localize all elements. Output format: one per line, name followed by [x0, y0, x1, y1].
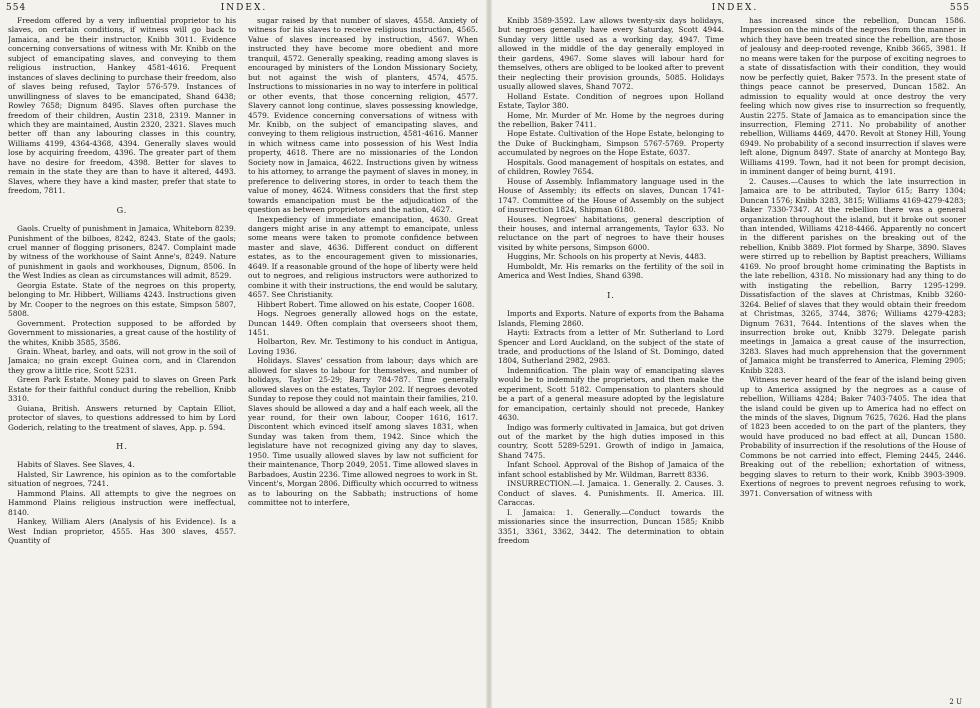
- index-entry: Knibb 3589-3592. Law allows twenty-six days holidays, but negroes generally have every Saturday, Scott 4944. Sunday very little used as a working day, 4947. Time allowed in the middle of the day generally employed in their gardens, 4967. Some slaves will labour hard for themselves, others are obliged to be looked after to prevent their neglecting their provision grounds, 5085. Holidays usually allowed slaves, Shand 7072.: [498, 16, 724, 92]
- index-entry: Huggins, Mr. Schools on his property at Nevis, 4483.: [507, 252, 707, 262]
- right-page-number: 555: [949, 3, 970, 13]
- index-entry: Hankey, William Alers (Analysis of his Evidence). Is a West Indian proprietor, 4555. Has 300 slaves, 4557. Quantity of: [8, 517, 236, 546]
- right-page-column-1: [498, 16, 724, 706]
- section-letter-heading: H.: [116, 441, 128, 452]
- section-letter-heading: G.: [116, 204, 128, 215]
- index-entry: Green Park Estate. Money paid to slaves on Green Park Estate for their faithful conduct during the rebellion, Knibb 3310.: [8, 375, 236, 404]
- index-entry: Houses. Negroes' habitations, general description of their houses, and internal arrangements, Taylor 633. No reluctance on the part of negroes to have their houses visited by white persons, Simpson 6000.: [498, 214, 724, 252]
- index-entry: Freedom offered by a very influential proprietor to his slaves, on certain conditions, if witness will go back to Jamaica, and be their instructor, Knibb 3011. Evidence concerning conversations of witness with Mr. Knibb on the subject of emancipating slaves, and conveying to them religious instruction, Hankey 4581-4616. Frequent instances of slaves declining to purchase their freedom, also of slaves being refused, Taylor 576-579. Instances of unwillingness of slaves to be emancipated, Shand 6438; Rowley 7658; Dignum 8495. Slaves often purchase the freedom of their children, Austin 2318, 2319. Manner in which they are maintained, Austin 2320, 2321. Slaves much better off than any labouring classes in this country, Williams 4199, 4364-4368, 4394. Generally slaves would lose by acquiring freedom, 4396. The greater part of them have no desire for freedom, 4398. Better for slaves to remain in the state they are than to have it altered, 4493. Slaves, where they have a kind master, prefer that state to freedom, 7811.: [8, 16, 236, 196]
- index-entry: Inexpediency of immediate emancipation, 4630. Great dangers might arise in any attempt to emancipate, unless some means were taken to promote confidence between master and slave, 4636. Different conduct on different estates, as to the encouragement given to missionaries, 4649. If a reasonable ground of the hope of liberty were held out to negroes, and religious instructors were authorized to combine it with their instructions, the end would be salutary, 4657. See Christianity.: [248, 214, 478, 300]
- index-entry: Hibbert Robert. Time allowed on his estate, Cooper 1608.: [257, 299, 475, 309]
- index-entry: Hammond Plains. All attempts to give the negroes on Hammond Plains religious instruction were ineffectual, 8140.: [8, 488, 236, 517]
- index-entry: Grain. Wheat, barley, and oats, will not grow in the soil of Jamaica; no grain except Guinea corn, and in Clarendon they grow a little rice, Scott 5231.: [8, 346, 236, 375]
- index-entry: Infant School. Approval of the Bishop of Jamaica of the infant school established by Mr. Wildman, Barrett 8336.: [498, 460, 724, 479]
- left-page-column-2: [248, 16, 478, 706]
- index-entry: Halsted, Sir Lawrence, his opinion as to the comfortable situation of negroes, 7241.: [8, 469, 236, 489]
- section-letter-heading: I.: [607, 289, 615, 300]
- index-entry: Humboldt, Mr. His remarks on the fertility of the soil in America and West Indies, Shand 6398.: [498, 261, 724, 281]
- left-page-column-1: [8, 16, 236, 706]
- index-entry: Hospitals. Good management of hospitals on estates, and of children, Rowley 7654.: [498, 157, 724, 177]
- index-entry: House of Assembly. Inflammatory language used in the House of Assembly; its effects on slaves, Duncan 1741-1747. Committee of the House of Assembly on the subject of insurrection 1824, Shipman 6180.: [498, 176, 724, 215]
- index-entry: Imports and Exports. Nature of exports from the Bahama Islands, Fleming 2860.: [498, 309, 724, 328]
- index-entry: Holbarton, Rev. Mr. Testimony to his conduct in Antigua, Loving 1936.: [248, 337, 478, 356]
- index-entry: I. Jamaica: 1. Generally.—Conduct towards the missionaries since the insurrection, Duncan 1585; Knibb 3351, 3361, 3362, 3442. The determination to obtain freedom: [498, 507, 724, 546]
- right-page-column-2: [740, 16, 966, 706]
- index-entry: has increased since the rebellion, Duncan 1586. Impression on the minds of the negroes from the manner in which they have been treated since the rebellion, are those of jealousy and deep-rooted revenge, Knibb 3665, 3981. If no means were taken for the purpose of exciting negroes to a state of dissatisfaction with their condition, they would now be perfectly quiet, Baker 7573. In the present state of things peace cannot be preserved, Duncan 1582. An admission to equality would at once destroy the very feeling which now gives rise to insurrection so frequently, Austin 2275. State of Jamaica as to emancipation since the insurrection, Fleming 2711. No probability of another rebellion, Williams 4469, 4470. Revolt at Stoney Hill, Young 6949. No probability of a second insurrection if slaves were left alone, Dignum 8497. State of anarchy at Montego Bay, Williams 4199. Town, had it not been for prompt decision, in imminent danger of being burnt, 4191.: [740, 16, 966, 177]
- index-entry: Home, Mr. Murder of Mr. Home by the negroes during the rebellion, Baker 7411.: [498, 110, 724, 129]
- right-page: [490, 0, 980, 708]
- printer-signature-mark: 2 U: [949, 698, 962, 706]
- index-entry: Hogs. Negroes generally allowed hogs on the estate, Duncan 1449. Often complain that overseers shoot them, 1451.: [248, 309, 478, 337]
- index-entry: Government. Protection supposed to be afforded by Government to missionaries, a great cause of the hostility of the whites, Knibb 3585, 3586.: [8, 318, 236, 347]
- index-entry: Witness never heard of the fear of the island being given up to America assigned by the negroes as a cause of rebellion, Williams 4284; Baker 7403-7405. The idea that the island could be given up to America had no effect on the minds of the slaves, Dignum 7625, 7626. Had the plans of 1823 been acceded to on the part of the planters, they would have produced no bad effect at all, Duncan 1580. Probability of insurrection if the resolutions of the House of Commons be not carried into effect, Fleming 2445, 2446. Breaking out of the rebellion; exhortation of witness, begging slaves to return to their work, Knibb 3903-3909. Exertions of negroes to prevent negroes refusing to work, 3971. Conversation of witness with: [740, 375, 966, 498]
- index-entry: Guiana, British. Answers returned by Captain Elliot, protector of slaves, to questions addressed to him by Lord Goderich, relating to the treatment of slaves, App. p. 594.: [8, 403, 236, 432]
- index-entry: Gaols. Cruelty of punishment in Jamaica, Whiteborn 8239. Punishment of the bilboes, 8242, 8243. State of the gaols; cruel manner of flogging prisoners, 8247. Complaint made by witness of the workhouse of Saint Anne's, 8249. Nature of punishment in gaols and workhouses, Dignum, 8506. In the West Indies as clean as circumstances will admit, 8529.: [8, 224, 236, 281]
- right-page-header: [490, 3, 980, 15]
- index-entry: Habits of Slaves. See Slaves, 4.: [17, 460, 135, 470]
- index-entry: Holland Estate. Condition of negroes upon Holland Estate, Taylor 380.: [498, 91, 724, 111]
- left-page: [0, 0, 488, 708]
- index-entry: Indigo was formerly cultivated in Jamaica, but got driven out of the market by the high duties imposed in this country, Scott 5289-5291. Growth of indigo in Jamaica, Shand 7475.: [498, 422, 724, 460]
- index-entry: sugar raised by that number of slaves, 4558. Anxiety of witness for his slaves to receive religious instruction, 4565. Value of slaves increased by instruction, 4567. When instructed they have become more obedient and more tranquil, 4572. Generally speaking, reading among slaves is encouraged by ministers of the London Missionary Society, but not against the wish of planters, 4574, 4575. Instructions to missionaries in no way to interfere in political or other events, that those concerning religion, 4577. Slavery cannot long continue, slaves possessing knowledge, 4579. Evidence concerning conversations of witness with Mr. Knibb, on the subject of emancipating slaves, and conveying to them religious instruction, 4581-4616. Manner in which witness came into possession of his West India property, 4618. There are no missionaries of the London Society now in Jamaica, 4622. Instructions given by witness to his attorney, to arrange the payment of slaves in money, in preference to delivering stores, in order to teach them the value of money, 4624. Witness considers that the first step towards emancipation must be the adjudication of the question as between proprietors and the nation, 4627.: [248, 16, 478, 215]
- left-page-number: 554: [6, 3, 27, 13]
- index-entry: Hope Estate. Cultivation of the Hope Estate, belonging to the Duke of Buckingham, Simpson 5767-5769. Property accumulated by negroes on the Hope Estate, 6037.: [498, 129, 724, 158]
- index-entry: INSURRECTION.—I. Jamaica. 1. Generally. 2. Causes. 3. Conduct of slaves. 4. Punishments. II. America. III. Caraccas.: [498, 479, 724, 508]
- index-entry: Hayti: Extracts from a letter of Mr. Sutherland to Lord Spencer and Lord Auckland, on the subject of the state of trade, and productions of the Island of St. Domingo, dated 1804, Sutherland 2982, 2983.: [498, 328, 724, 366]
- right-page-running-title: INDEX.: [711, 3, 759, 13]
- left-page-header: [0, 3, 488, 15]
- index-entry: Georgia Estate. State of the negroes on this property, belonging to Mr. Hibbert, Williams 4243. Instructions given by Mr. Cooper to the negroes on this estate, Simpson 5807, 5808.: [8, 280, 236, 319]
- index-entry: Holidays. Slaves' cessation from labour; days which are allowed for slaves to labour for themselves, and number of holidays, Taylor 25-29; Barry 784-787. Time generally allowed slaves on the estates, Taylor 202. If negroes devoted Sunday to repose they could not maintain their families, 210. Slaves should be allowed a day and a half each week, all the year round, for their own labour, Cooper 1616, 1617. Discontent which evinced itself among slaves 1831, when Sunday was taken from them, 1942. Since which the legislature have not recognized giving any day to slaves, 1950. Time usually allowed slaves by law not sufficient for their maintenance, Thorp 2049, 2051. Time allowed slaves in Barbadoes, Austin 2236. Time allowed negroes to work in St. Vincent's, Morgan 2806. Difficulty which occurred to witness as to labouring on the Sabbath; instructions of home committee not to interfere,: [248, 356, 478, 508]
- left-page-running-title: INDEX.: [220, 3, 268, 13]
- index-entry: 2. Causes.—Causes to which the late insurrection in Jamaica are to be attributed, Taylor 615; Barry 1304; Duncan 1576; Knibb 3283, 3815; Williams 4169-4279-4283; Baker 7330-7347. At the rebellion there was a general organization throughout the island, but it broke out sooner than intended, Williams 4218-4466. Apparently no concert in the different parishes on the breaking out of the rebellion, Knibb 3889. Plot formed by Sharpe, 3890. Slaves were stirred up to rebellion by Baptist preachers, Williams 4169. No proof brought home criminating the Baptists in the late rebellion, 4318. No missionary had any thing to do with instigating the rebellion, Barry 1295-1299. Dissatisfaction of the slaves at Christmas, Knibb 3260-3264. Belief of slaves that they would obtain their freedom at Christmas, 3265, 3744, 3876; Williams 4279-4283; Dignum 7631, 7644. Intentions of the slaves when the insurrection broke out, Knibb 3279. Delegate parish meetings in Jamaica a great cause of the insurrection, 3283. Slaves had much apprehension that the government of Jamaica might be transferred to America, Fleming 2905; Knibb 3283.: [740, 176, 966, 375]
- index-entry: Indemnification. The plain way of emancipating slaves would be to indemnify the proprietors, and then make the experiment, Scott 5182. Compensation to planters should be a part of a general measure adopted by the legislature for emancipation, certainly should not precede, Hankey 4630.: [498, 365, 724, 423]
